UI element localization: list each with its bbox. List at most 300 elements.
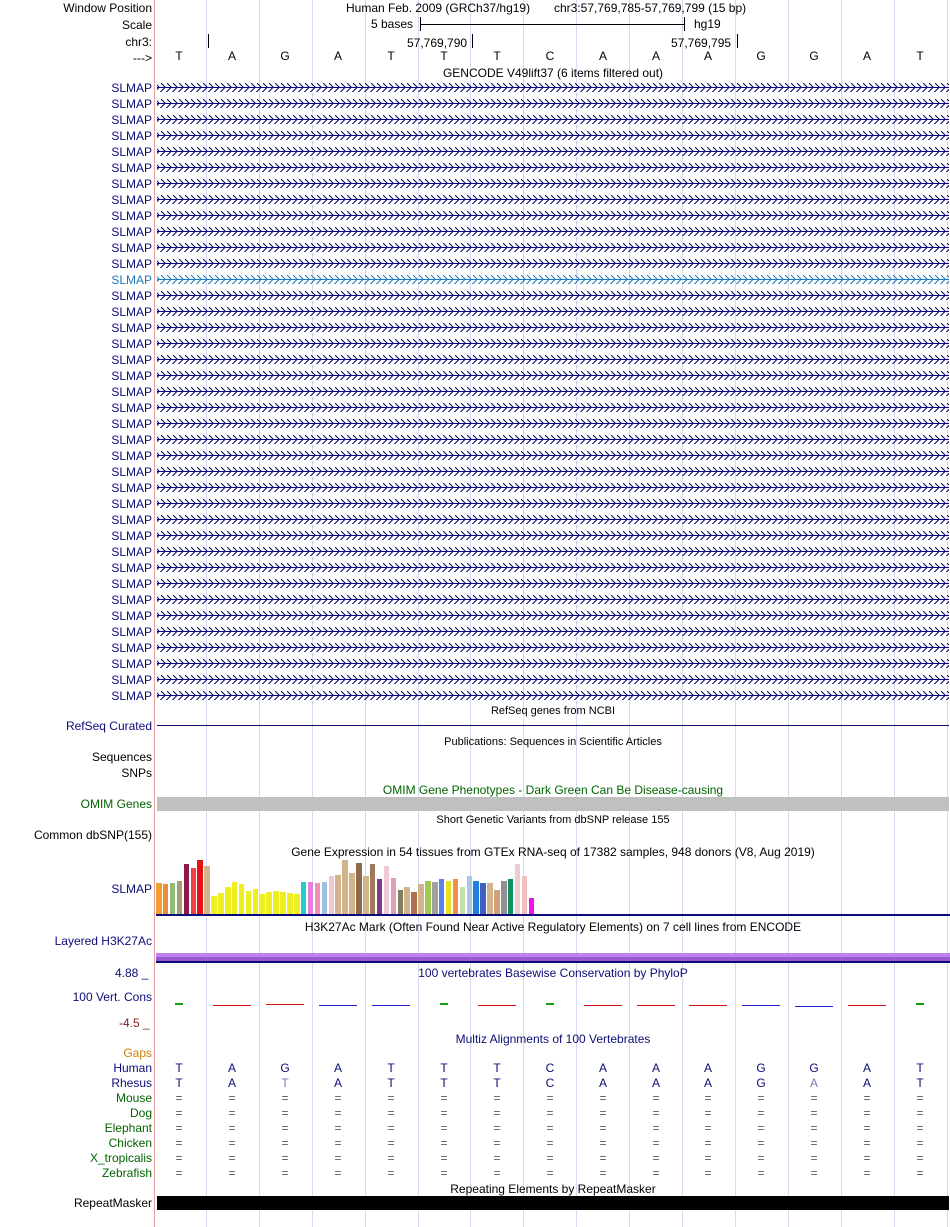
gtex-track-bottom-line (156, 914, 950, 916)
gencode-transcript-label[interactable]: SLMAP (111, 513, 152, 527)
multiz-base: = (175, 1121, 183, 1135)
multiz-base: = (599, 1091, 607, 1105)
multiz-base: = (652, 1166, 660, 1180)
multiz-base: = (387, 1091, 395, 1105)
multiz-base: = (228, 1091, 236, 1105)
omim-track-label[interactable]: OMIM Genes (80, 797, 152, 811)
gtex-tissue-bar[interactable] (294, 894, 300, 914)
gtex-tissue-bar[interactable] (218, 893, 224, 914)
phylop-score-mark[interactable] (319, 1005, 357, 1006)
phylop-score-mark[interactable] (637, 1005, 675, 1006)
sequence-base: A (703, 49, 712, 63)
gencode-transcript-line[interactable] (157, 643, 949, 652)
gencode-transcript-line[interactable] (157, 659, 949, 668)
multiz-base: = (546, 1151, 554, 1165)
multiz-base: = (810, 1091, 818, 1105)
gencode-transcript-label[interactable]: SLMAP (111, 561, 152, 575)
gtex-tissue-bar[interactable] (515, 864, 521, 914)
multiz-species-label[interactable]: Dog (129, 1106, 152, 1120)
multiz-base: A (598, 1061, 607, 1075)
multiz-base: = (493, 1091, 501, 1105)
gencode-transcript-line[interactable] (157, 131, 949, 140)
gtex-tissue-bar[interactable] (204, 866, 210, 914)
gencode-transcript-line[interactable] (157, 675, 949, 684)
repeatmasker-track-label[interactable]: RepeatMasker (73, 1196, 152, 1210)
gencode-transcript-label[interactable]: SLMAP (111, 593, 152, 607)
gtex-tissue-bar[interactable] (377, 879, 383, 914)
phylop-score-mark[interactable] (848, 1005, 886, 1006)
gtex-tissue-bar[interactable] (356, 863, 362, 914)
window-position-label: Window Position (63, 1, 152, 15)
phylop-track-label[interactable]: 100 Vert. Cons (72, 990, 152, 1004)
multiz-species-label[interactable]: Rhesus (111, 1076, 152, 1090)
gencode-transcript-label[interactable]: SLMAP (111, 321, 152, 335)
gtex-tissue-bar[interactable] (425, 881, 431, 914)
multiz-track-title[interactable]: Multiz Alignments of 100 Vertebrates (455, 1032, 651, 1046)
sequence-base: A (227, 49, 236, 63)
db-label: hg19 (694, 17, 721, 31)
gtex-tissue-bar[interactable] (246, 891, 252, 914)
gencode-transcript-label[interactable]: SLMAP (111, 369, 152, 383)
gencode-transcript-label[interactable]: SLMAP (111, 177, 152, 191)
ruler-tick-mid (472, 34, 473, 48)
phylop-score-mark[interactable] (742, 1005, 780, 1006)
gtex-tissue-bar[interactable] (494, 890, 500, 914)
gencode-transcript-line[interactable] (157, 499, 949, 508)
gencode-transcript-label[interactable]: SLMAP (111, 81, 152, 95)
sequence-base: A (598, 49, 607, 63)
multiz-base: = (757, 1121, 765, 1135)
multiz-base: = (228, 1151, 236, 1165)
gencode-transcript-line[interactable] (157, 243, 949, 252)
gencode-transcript-label[interactable]: SLMAP (111, 673, 152, 687)
multiz-base: = (863, 1106, 871, 1120)
gtex-tissue-bar[interactable] (239, 884, 245, 914)
gtex-tissue-bar[interactable] (522, 876, 528, 914)
gencode-transcript-line[interactable] (157, 339, 949, 348)
multiz-base: = (281, 1136, 289, 1150)
scale-label: Scale (121, 18, 152, 32)
gtex-tissue-bar[interactable] (349, 873, 355, 914)
sequence-base: G (809, 49, 819, 63)
omim-gene-bar[interactable] (157, 797, 949, 811)
gencode-transcript-label[interactable]: SLMAP (111, 641, 152, 655)
multiz-base: = (599, 1106, 607, 1120)
multiz-base: = (440, 1136, 448, 1150)
gencode-transcript-label[interactable]: SLMAP (111, 97, 152, 111)
multiz-base: = (810, 1121, 818, 1135)
scale-bar-left-tick (420, 17, 421, 31)
gencode-transcript-label[interactable]: SLMAP (111, 209, 152, 223)
multiz-base: T (916, 1076, 924, 1090)
gencode-transcript-line[interactable] (157, 451, 949, 460)
publications-track-title[interactable]: Publications: Sequences in Scientific Articles (444, 736, 662, 748)
gtex-tissue-bar[interactable] (322, 882, 328, 914)
gencode-transcript-label[interactable]: SLMAP (111, 545, 152, 559)
gtex-tissue-bar[interactable] (225, 887, 231, 914)
gtex-tissue-bar[interactable] (191, 868, 197, 914)
multiz-base: = (704, 1136, 712, 1150)
phylop-score-mark[interactable] (266, 1004, 304, 1005)
dbsnp-track-label[interactable]: Common dbSNP(155) (33, 828, 152, 842)
gtex-tissue-bar[interactable] (453, 879, 459, 914)
h3k27ac-signal[interactable] (156, 953, 950, 961)
multiz-base: = (652, 1136, 660, 1150)
multiz-base: = (175, 1106, 183, 1120)
gencode-transcript-line[interactable] (157, 163, 949, 172)
gencode-transcript-line[interactable] (157, 627, 949, 636)
phylop-track-title[interactable]: 100 vertebrates Basewise Conservation by PhyloP (418, 966, 688, 980)
phylop-score-mark[interactable] (689, 1005, 727, 1006)
multiz-base: = (334, 1106, 342, 1120)
gtex-tissue-bar[interactable] (184, 864, 190, 914)
sequence-base: C (545, 49, 555, 63)
multiz-base: = (916, 1091, 924, 1105)
multiz-base: = (334, 1136, 342, 1150)
phylop-score-mark[interactable] (584, 1005, 622, 1006)
gencode-transcript-line[interactable] (157, 611, 949, 620)
publications-label-line2[interactable]: SNPs (121, 766, 152, 780)
gencode-transcript-label[interactable]: SLMAP (111, 433, 152, 447)
gencode-transcript-label[interactable]: SLMAP (111, 385, 152, 399)
phylop-score-mark[interactable] (546, 1003, 554, 1005)
multiz-base: T (175, 1061, 183, 1075)
multiz-base: = (175, 1136, 183, 1150)
gencode-transcript-line[interactable] (157, 195, 949, 204)
gtex-tissue-bar[interactable] (308, 882, 314, 914)
multiz-base: = (387, 1151, 395, 1165)
gtex-gene-label[interactable]: SLMAP (111, 882, 152, 896)
gencode-transcript-label[interactable]: SLMAP (111, 257, 152, 271)
gencode-transcript-line[interactable] (157, 563, 949, 572)
multiz-base: = (704, 1091, 712, 1105)
sequence-base: T (493, 49, 501, 63)
gencode-transcript-label[interactable]: SLMAP (111, 689, 152, 703)
gtex-tissue-bar[interactable] (432, 882, 438, 914)
multiz-base: = (175, 1151, 183, 1165)
gtex-tissue-bar[interactable] (253, 889, 259, 914)
multiz-base: = (916, 1106, 924, 1120)
multiz-base: = (546, 1136, 554, 1150)
omim-track-title[interactable]: OMIM Gene Phenotypes - Dark Green Can Be Disease-causing (382, 783, 724, 797)
sequence-base: A (333, 49, 342, 63)
gtex-tissue-bar[interactable] (404, 887, 410, 914)
multiz-species-label[interactable]: Zebrafish (101, 1166, 152, 1180)
multiz-base: = (334, 1121, 342, 1135)
scale-bar (420, 24, 685, 25)
gtex-tissue-bar[interactable] (411, 892, 417, 914)
phylop-min-label: -4.5 _ (119, 1016, 150, 1030)
multiz-base: G (809, 1061, 819, 1075)
phylop-score-mark[interactable] (440, 1003, 448, 1005)
gencode-transcript-label[interactable]: SLMAP (111, 113, 152, 127)
gencode-transcript-line[interactable] (157, 515, 949, 524)
scale-text: 5 bases (371, 17, 414, 31)
multiz-base: A (703, 1061, 712, 1075)
gtex-tissue-bar[interactable] (473, 881, 479, 914)
multiz-base: G (756, 1076, 766, 1090)
sequence-base: G (280, 49, 290, 63)
gencode-transcript-label[interactable]: SLMAP (111, 465, 152, 479)
multiz-species-label[interactable]: Human (113, 1061, 152, 1075)
position-readout[interactable]: chr3:57,769,785-57,769,799 (15 bp) (554, 1, 747, 15)
multiz-base: = (493, 1166, 501, 1180)
gtex-tissue-bar[interactable] (266, 892, 272, 914)
phylop-score-mark[interactable] (916, 1003, 924, 1005)
multiz-species-label[interactable]: Chicken (108, 1136, 152, 1150)
gtex-tissue-bar[interactable] (197, 860, 203, 914)
gencode-track-title[interactable]: GENCODE V49lift37 (6 items filtered out) (442, 66, 664, 80)
gencode-transcript-line[interactable] (157, 323, 949, 332)
sequence-base: G (756, 49, 766, 63)
multiz-gaps-label: Gaps (123, 1046, 152, 1060)
phylop-score-mark[interactable] (372, 1005, 410, 1006)
multiz-base: = (704, 1121, 712, 1135)
gtex-track-title[interactable]: Gene Expression in 54 tissues from GTEx RNA-seq of 17382 samples, 948 donors (V8, Aug 2019) (291, 845, 815, 859)
ruler-tick-left (208, 34, 209, 48)
refseq-track-label[interactable]: RefSeq Curated (65, 719, 152, 733)
gencode-transcript-line[interactable] (157, 307, 949, 316)
gtex-tissue-bar[interactable] (177, 881, 183, 914)
gtex-tissue-bar[interactable] (487, 883, 493, 914)
refseq-gene-line[interactable] (157, 725, 949, 726)
gencode-transcript-line[interactable] (157, 403, 949, 412)
gencode-transcript-label[interactable]: SLMAP (111, 305, 152, 319)
gtex-tissue-bar[interactable] (342, 860, 348, 914)
gencode-transcript-line[interactable] (157, 115, 949, 124)
publications-label-line1[interactable]: Sequences (91, 750, 152, 764)
gtex-tissue-bar[interactable] (370, 864, 376, 914)
ruler-tick-right (737, 34, 738, 48)
gencode-transcript-line[interactable] (157, 531, 949, 540)
multiz-base: = (387, 1136, 395, 1150)
phylop-score-mark[interactable] (213, 1005, 251, 1006)
refseq-track-title[interactable]: RefSeq genes from NCBI (490, 705, 616, 717)
gencode-transcript-label[interactable]: SLMAP (111, 337, 152, 351)
multiz-base: = (546, 1091, 554, 1105)
gencode-transcript-label[interactable]: SLMAP (111, 625, 152, 639)
gencode-transcript-line[interactable] (157, 435, 949, 444)
multiz-base: = (810, 1136, 818, 1150)
gencode-transcript-label[interactable]: SLMAP (111, 193, 152, 207)
gencode-transcript-line[interactable] (157, 387, 949, 396)
multiz-base: = (652, 1151, 660, 1165)
gencode-transcript-line[interactable] (157, 579, 949, 588)
multiz-base: = (599, 1151, 607, 1165)
gtex-tissue-bar[interactable] (211, 896, 217, 914)
phylop-score-mark[interactable] (175, 1003, 183, 1005)
gtex-tissue-bar[interactable] (273, 891, 279, 914)
gtex-tissue-bar[interactable] (280, 892, 286, 914)
gencode-transcript-label[interactable]: SLMAP (111, 273, 152, 287)
multiz-base: A (809, 1076, 818, 1090)
gtex-tissue-bar[interactable] (315, 883, 321, 914)
gencode-transcript-line[interactable] (157, 259, 949, 268)
multiz-base: = (810, 1151, 818, 1165)
gencode-transcript-line[interactable] (157, 211, 949, 220)
multiz-base: = (704, 1166, 712, 1180)
multiz-base: = (916, 1136, 924, 1150)
gtex-tissue-bar[interactable] (480, 883, 486, 914)
gencode-transcript-line[interactable] (157, 595, 949, 604)
gtex-tissue-bar[interactable] (529, 898, 535, 914)
gencode-transcript-line[interactable] (157, 227, 949, 236)
sequence-base: A (651, 49, 660, 63)
gencode-transcript-line[interactable] (157, 467, 949, 476)
gencode-transcript-line[interactable] (157, 99, 949, 108)
gtex-tissue-bar[interactable] (460, 887, 466, 914)
gencode-transcript-line[interactable] (157, 291, 949, 300)
multiz-base: = (863, 1166, 871, 1180)
gencode-transcript-label[interactable]: SLMAP (111, 145, 152, 159)
gencode-transcript-line[interactable] (157, 419, 949, 428)
gtex-tissue-bar[interactable] (329, 876, 335, 914)
gtex-tissue-bar[interactable] (232, 882, 238, 914)
multiz-base: T (440, 1061, 448, 1075)
ruler-coord-right: 57,769,795 (671, 36, 732, 50)
multiz-base: = (757, 1136, 765, 1150)
multiz-base: = (387, 1106, 395, 1120)
gencode-transcript-label[interactable]: SLMAP (111, 161, 152, 175)
multiz-base: A (227, 1061, 236, 1075)
gtex-tissue-bar[interactable] (439, 879, 445, 914)
multiz-base: = (810, 1166, 818, 1180)
multiz-base: = (599, 1136, 607, 1150)
gtex-tissue-bar[interactable] (170, 883, 176, 914)
multiz-base: = (228, 1121, 236, 1135)
multiz-base: = (652, 1121, 660, 1135)
multiz-base: = (493, 1121, 501, 1135)
multiz-base: T (493, 1061, 501, 1075)
multiz-base: T (387, 1076, 395, 1090)
gencode-transcript-line[interactable] (157, 547, 949, 556)
strand-arrow-label: ---> (133, 51, 152, 65)
gencode-transcript-line[interactable] (157, 275, 949, 284)
h3k27ac-track-title[interactable]: H3K27Ac Mark (Often Found Near Active Regulatory Elements) on 7 cell lines from ENCODE (304, 920, 802, 934)
gtex-tissue-bar[interactable] (260, 894, 266, 914)
gtex-tissue-bar[interactable] (446, 881, 452, 914)
gencode-transcript-line[interactable] (157, 355, 949, 364)
multiz-base: = (228, 1106, 236, 1120)
multiz-base: C (545, 1061, 555, 1075)
multiz-base: = (863, 1151, 871, 1165)
repeatmasker-bar[interactable] (157, 1196, 949, 1210)
multiz-base: = (387, 1121, 395, 1135)
gtex-tissue-bar[interactable] (508, 879, 514, 914)
gtex-tissue-bar[interactable] (398, 890, 404, 914)
gtex-tissue-bar[interactable] (501, 881, 507, 914)
repeatmasker-track-title[interactable]: Repeating Elements by RepeatMasker (450, 1182, 656, 1196)
multiz-base: = (440, 1106, 448, 1120)
gencode-transcript-line[interactable] (157, 83, 949, 92)
multiz-base: = (704, 1106, 712, 1120)
multiz-species-label[interactable]: Mouse (115, 1091, 152, 1105)
gencode-transcript-line[interactable] (157, 147, 949, 156)
gencode-transcript-label[interactable]: SLMAP (111, 481, 152, 495)
multiz-base: = (652, 1091, 660, 1105)
multiz-base: G (756, 1061, 766, 1075)
multiz-base: T (493, 1076, 501, 1090)
multiz-species-label[interactable]: X_tropicalis (89, 1151, 152, 1165)
gencode-transcript-line[interactable] (157, 691, 949, 700)
assembly-label: Human Feb. 2009 (GRCh37/hg19) (346, 1, 531, 15)
multiz-base: T (440, 1076, 448, 1090)
h3k27ac-bottom-line (156, 961, 950, 963)
phylop-max-label: 4.88 _ (115, 966, 149, 980)
gtex-tissue-bar[interactable] (335, 875, 341, 914)
multiz-base: T (281, 1076, 289, 1090)
multiz-base: = (334, 1091, 342, 1105)
gencode-transcript-label[interactable]: SLMAP (111, 529, 152, 543)
sequence-base: T (175, 49, 183, 63)
sequence-base: T (916, 49, 924, 63)
multiz-base: = (863, 1091, 871, 1105)
multiz-base: = (334, 1151, 342, 1165)
multiz-base: = (387, 1166, 395, 1180)
multiz-base: = (863, 1121, 871, 1135)
multiz-base: A (333, 1076, 342, 1090)
multiz-base: = (334, 1166, 342, 1180)
phylop-score-mark[interactable] (795, 1006, 833, 1007)
multiz-base: = (440, 1121, 448, 1135)
gtex-tissue-bar[interactable] (363, 876, 369, 914)
gencode-transcript-label[interactable]: SLMAP (111, 129, 152, 143)
gencode-transcript-line[interactable] (157, 371, 949, 380)
gencode-transcript-label[interactable]: SLMAP (111, 401, 152, 415)
gtex-tissue-bar[interactable] (418, 884, 424, 914)
gtex-tissue-bar[interactable] (301, 882, 307, 914)
dbsnp-track-title[interactable]: Short Genetic Variants from dbSNP release 155 (436, 814, 670, 826)
multiz-base: = (493, 1136, 501, 1150)
multiz-base: = (863, 1136, 871, 1150)
multiz-base: = (546, 1106, 554, 1120)
gencode-transcript-line[interactable] (157, 483, 949, 492)
gtex-tissue-bar[interactable] (467, 876, 473, 914)
gencode-transcript-label[interactable]: SLMAP (111, 289, 152, 303)
multiz-base: = (228, 1166, 236, 1180)
sequence-base: A (862, 49, 871, 63)
gencode-transcript-label[interactable]: SLMAP (111, 241, 152, 255)
gencode-transcript-label[interactable]: SLMAP (111, 577, 152, 591)
multiz-species-label[interactable]: Elephant (104, 1121, 152, 1135)
gencode-transcript-label[interactable]: SLMAP (111, 609, 152, 623)
gencode-transcript-label[interactable]: SLMAP (111, 497, 152, 511)
multiz-base: = (281, 1091, 289, 1105)
gtex-tissue-bar[interactable] (163, 884, 169, 914)
gencode-transcript-label[interactable]: SLMAP (111, 353, 152, 367)
multiz-base: = (757, 1166, 765, 1180)
gtex-tissue-bar[interactable] (384, 866, 390, 914)
multiz-base: = (916, 1121, 924, 1135)
multiz-base: A (598, 1076, 607, 1090)
multiz-base: C (545, 1076, 555, 1090)
multiz-base: = (916, 1166, 924, 1180)
multiz-base: = (440, 1166, 448, 1180)
multiz-base: = (757, 1091, 765, 1105)
gencode-transcript-label[interactable]: SLMAP (111, 225, 152, 239)
multiz-base: A (227, 1076, 236, 1090)
gencode-transcript-line[interactable] (157, 179, 949, 188)
gencode-transcript-label[interactable]: SLMAP (111, 417, 152, 431)
gtex-tissue-bar[interactable] (287, 893, 293, 914)
h3k27ac-track-label[interactable]: Layered H3K27Ac (54, 934, 152, 948)
multiz-base: = (916, 1151, 924, 1165)
gencode-transcript-label[interactable]: SLMAP (111, 657, 152, 671)
gtex-tissue-bar[interactable] (391, 878, 397, 914)
gencode-transcript-label[interactable]: SLMAP (111, 449, 152, 463)
gtex-tissue-bar[interactable] (156, 883, 162, 914)
phylop-score-mark[interactable] (478, 1005, 516, 1006)
